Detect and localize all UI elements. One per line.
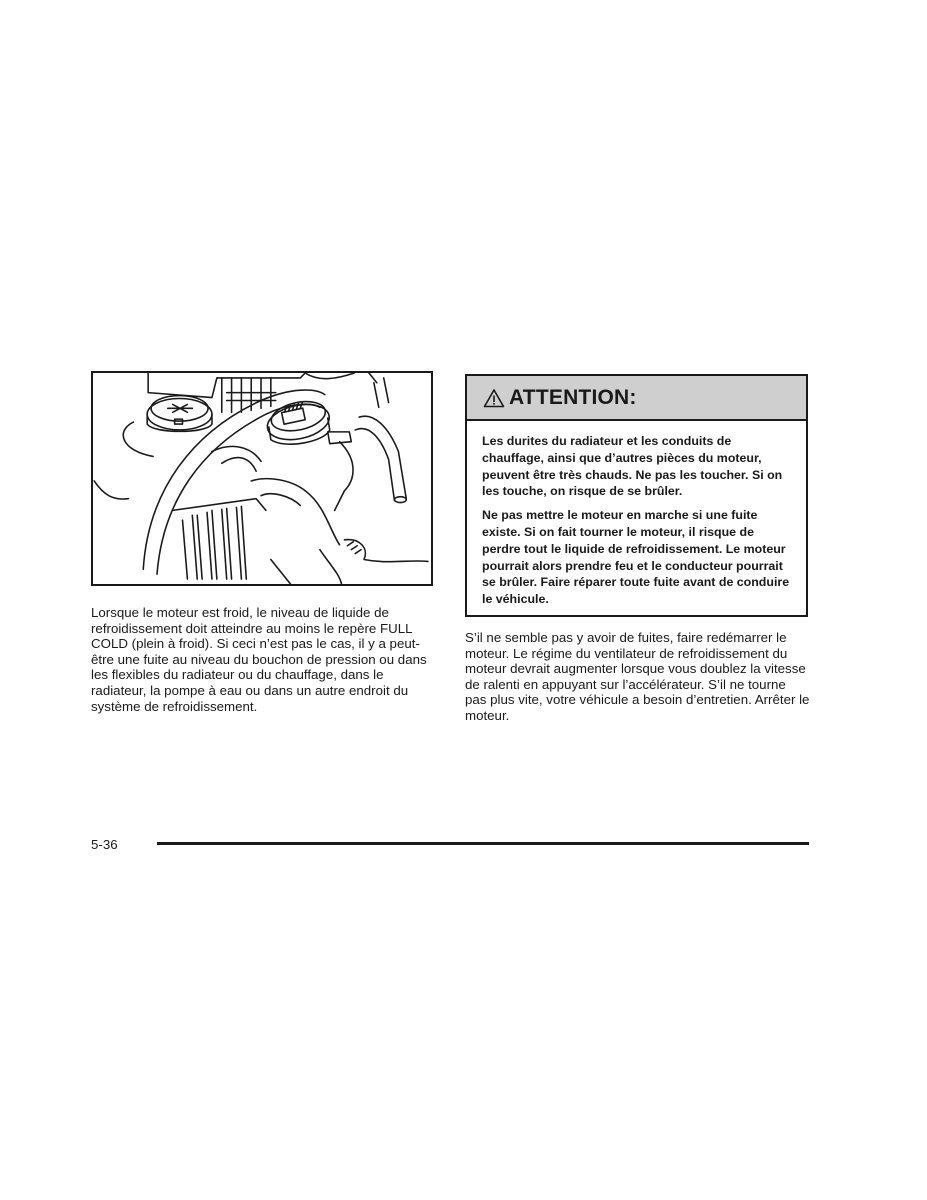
warning-paragraph-hot-hoses: Les durites du radiateur et les conduits de chauffage, ainsi que d’autres pièces du moteur, peuvent être très chauds. Ne pas les toucher. Si on les touche, on risque de se brûler. bbox=[482, 434, 783, 499]
engine-illustration bbox=[91, 371, 433, 586]
warning-paragraph-leak: Ne pas mettre le moteur en marche si une fuite existe. Si on fait tourner le moteur, il risque de perdre tout le liquide de refroidissement. Le moteur pourrait alors prendre feu et le conducteur pourrait se brûler. Faire réparer toute fuite avant de conduire le véhicule. bbox=[482, 508, 790, 607]
engine-coolant-cap-illustration-icon bbox=[93, 373, 431, 584]
warning-triangle-icon bbox=[483, 388, 505, 408]
restart-engine-paragraph: S’il ne semble pas y avoir de fuites, faire redémarrer le moteur. Le régime du ventilateur de refroidissement du moteur devrait augmenter lorsque vous doublez la vitesse de ralenti en appuyant sur l’accélérateur. S’il ne tourne pas plus vite, votre véhicule a besoin d’entretien. Arrêter le moteur. bbox=[465, 630, 810, 723]
warning-header bbox=[467, 376, 806, 421]
warning-title: ATTENTION: bbox=[509, 385, 637, 409]
footer-rule bbox=[157, 842, 809, 845]
warning-body bbox=[467, 421, 806, 608]
page-number: 5-36 bbox=[91, 837, 118, 852]
attention-warning-box bbox=[465, 374, 808, 617]
coolant-level-paragraph: Lorsque le moteur est froid, le niveau de liquide de refroidissement doit atteindre au moins le repère FULL COLD (plein à froid). Si ceci n’est pas le cas, il y a peut-être une fuite au niveau du bouchon de pression ou dans les flexibles du radiateur ou du chauffage, dans le radiateur, la pompe à eau ou dans un autre endroit du système de refroidissement. bbox=[91, 605, 427, 714]
